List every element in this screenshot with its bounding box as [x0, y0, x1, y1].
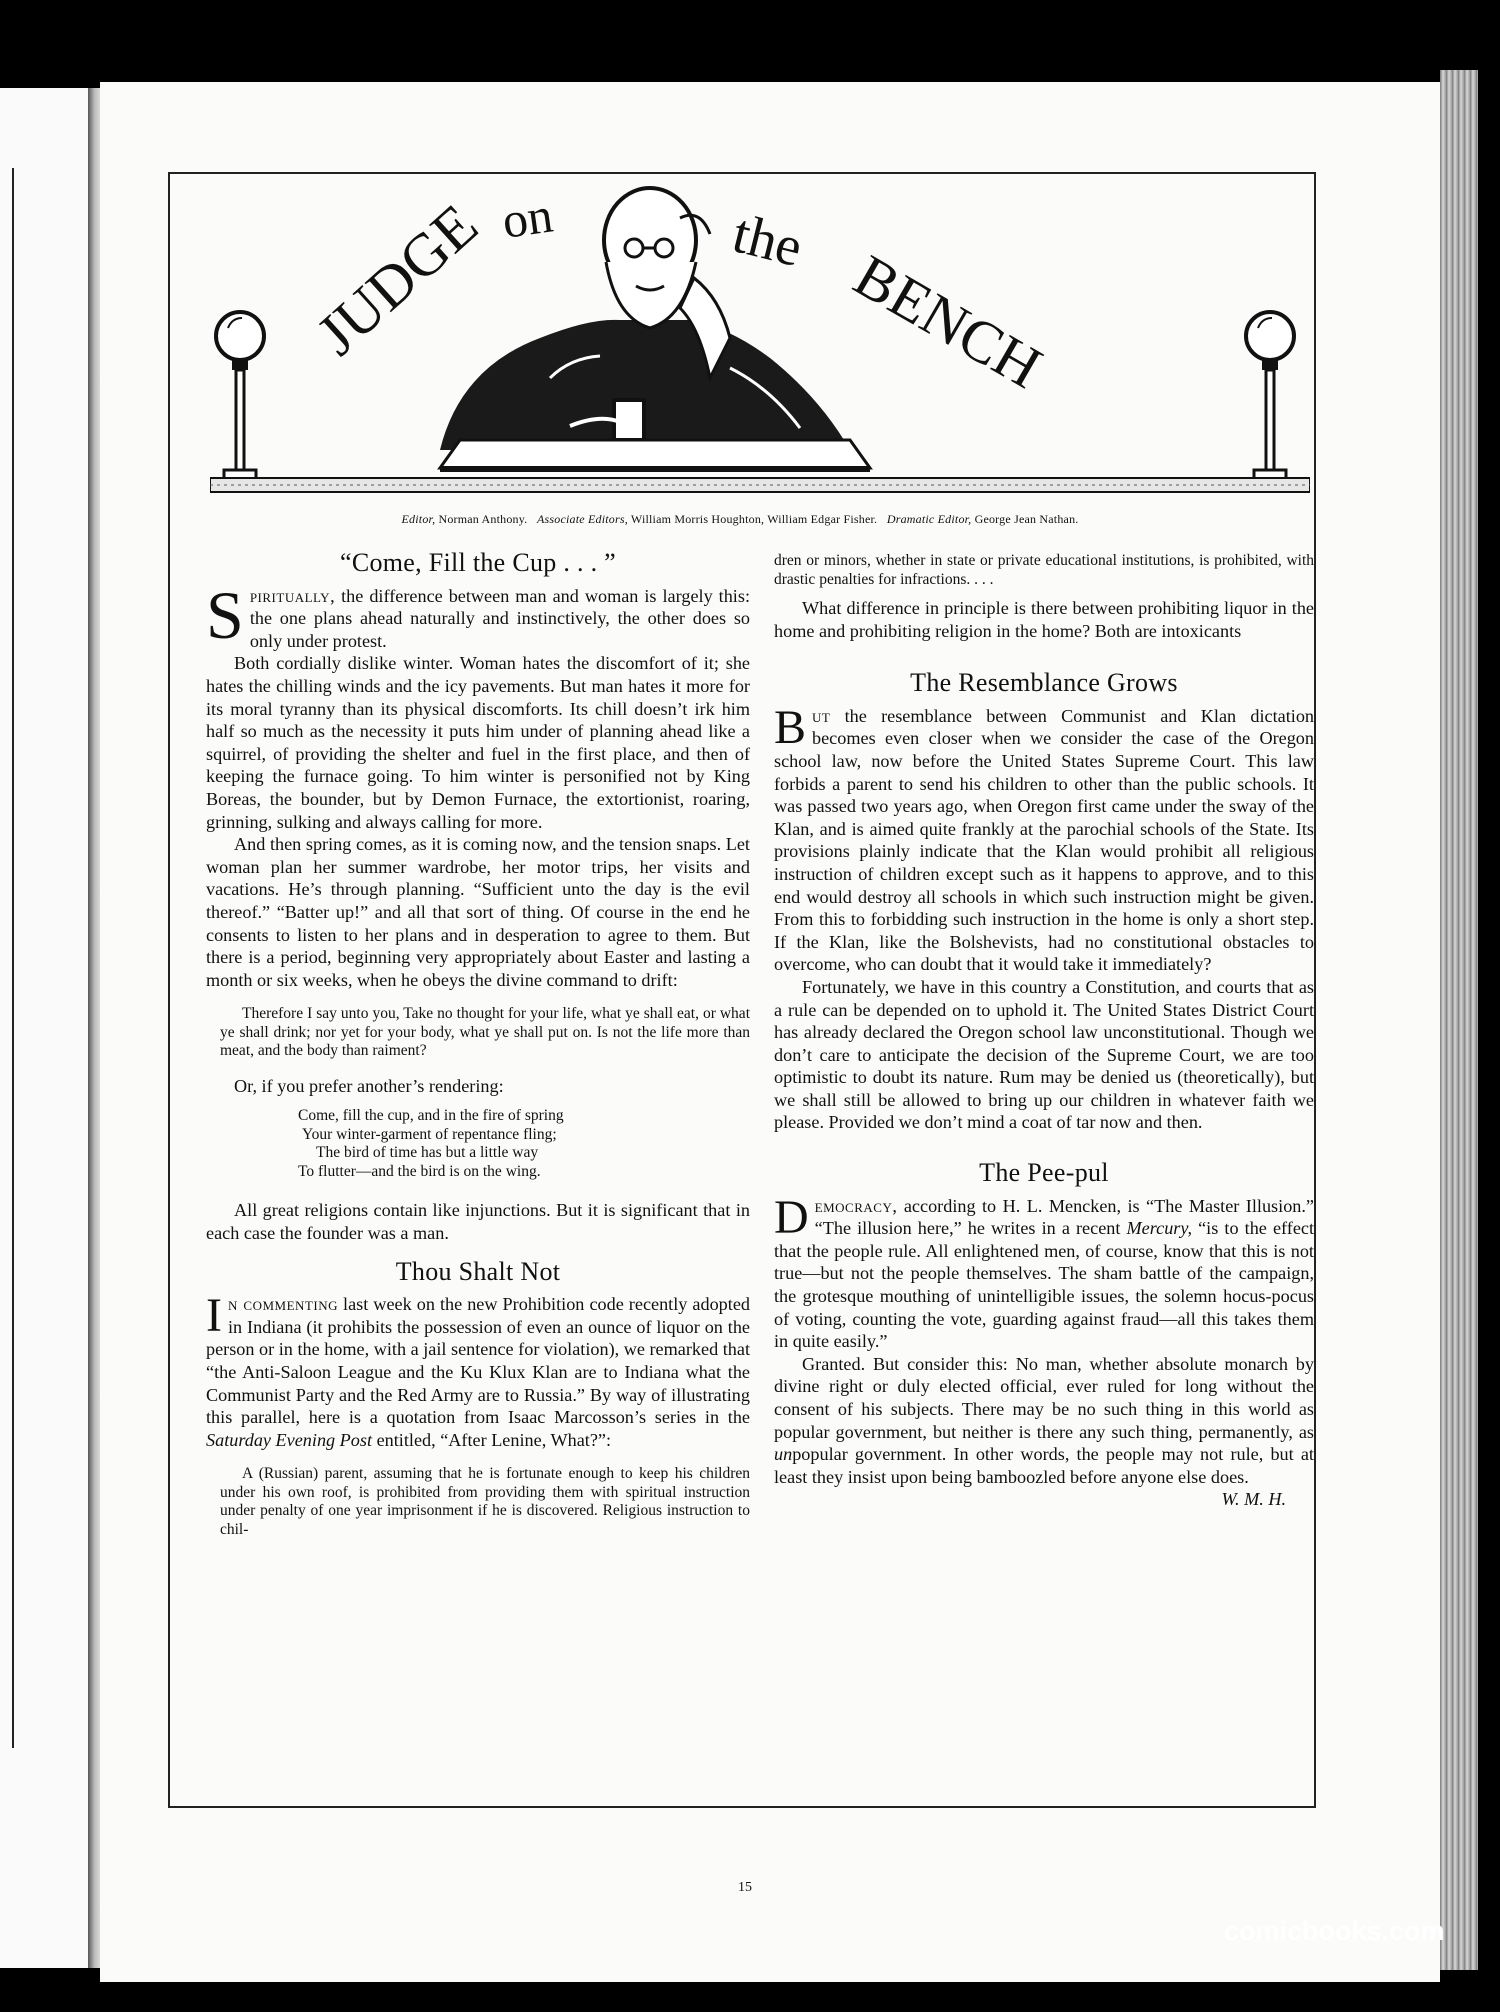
paragraph [206, 1289, 750, 1451]
masthead-illustration [210, 178, 1310, 498]
lead-in: ut [812, 705, 831, 726]
paragraph [206, 576, 750, 653]
editorial-credits [168, 512, 1312, 527]
title-word-bench: BENCH [843, 242, 1053, 401]
paragraph: Both cordially dislike winter. Woman hates the discomfort of it; she hates the chilling winds and the icy pavements. But man hates it more for its moral tyranny than its physical discomforts. Its chill doesn’t irk him half so much as the necessity it puts him under of planning ahead like a squirrel, of providing the shelter and fuel in the first place, and then of keeping the furnace going. To him winter is personified not by King Boreas, the bounder, but by Demon Furnace, the extortionist, roaring, grinning, sulking and always calling for more. [206, 653, 750, 832]
verse-line: Come, fill the cup, and in the fire of spring [298, 1107, 564, 1125]
section-title-come-fill-the-cup: “Come, Fill the Cup . . . ” [339, 548, 617, 577]
section-title-resemblance-grows: The Resemblance Grows [910, 668, 1178, 698]
bench-illustration [210, 440, 1310, 492]
paragraph-text: Granted. But consider this: No man, whether absolute monarch by divine right or duly elected official, ever ruled for long without the consent of his subjects. There may be no such thing in this world as popular government, but neither is there any such thing, permanently, as [774, 1353, 1314, 1442]
watermark: comicbooks.com [1224, 1916, 1445, 1946]
editor-name: Norman Anthony. [438, 512, 528, 526]
lead-in: n commenting [227, 1294, 338, 1315]
paragraph [774, 1353, 1314, 1510]
facing-page-margin-line [0, 168, 14, 1748]
paragraph-text: the difference between man and woman is largely this: the one plans ahead naturally and instinctively, the other does so only under protest. [249, 585, 750, 651]
lead-in: emocracy, [814, 1195, 898, 1216]
verse-block [298, 1107, 750, 1181]
paragraph-text: according to H. L. Mencken, is “The Master Illusion.” “The illusion here,” he writes in a recent [814, 1195, 1314, 1239]
page-number: 15 [738, 1880, 752, 1895]
block-quote: A (Russian) parent, assuming that he is fortunate enough to keep his children under his own roof, is prohibited from providing them with spiritual instruction under penalty of one year imprisonment if he is discovered. Religious instruction to chil- [220, 1465, 750, 1538]
paragraph: Or, if you prefer another’s rendering: [234, 1075, 504, 1096]
paragraph: All great religions contain like injunctions. But it is significant that in each case the founder was a man. [206, 1200, 750, 1243]
lead-in: piritually, [249, 585, 336, 606]
title-word-judge: JUDGE [304, 191, 490, 368]
associate-editors-names: William Morris Houghton, William Edgar Fisher. [630, 512, 878, 526]
dramatic-editor-name: George Jean Nathan. [974, 512, 1079, 526]
paragraph-text: “is to the effect that the people rule. All enlightened men, of course, know that this is not true—but not the people themselves. The sham battle of the campaign, the grotesque mouthing of unintelligible issues, the solemn hocus-pocus of voting, counting the vote, guarding against fraud—all this takes them in quite easily.” [774, 1218, 1315, 1352]
paragraph: What difference in principle is there between prohibiting liquor in the home and prohibiting religion in the home? Both are intoxicants [774, 598, 1314, 641]
section-title-thou-shalt-not: Thou Shalt Not [395, 1256, 561, 1286]
left-column [206, 548, 750, 1553]
publication-title: Saturday Evening Post [206, 1429, 373, 1450]
associate-editors-label: Associate Editors, [536, 512, 628, 526]
paragraph: And then spring comes, as it is coming now, and the tension snaps. Let woman plan her summer wardrobe, her motor trips, her visits and vacations. He’s through planning. “Sufficient unto the day is the evil thereof.” “Batter up!” and all that sort of thing. Of course in the end he consents to listen to her plans and in desperation to agree to them. But there is a period, beginning very appropriately about Easter and lasting a month or six weeks, when he obeys the divine command to drift: [206, 834, 750, 990]
title-word-the: the [726, 202, 809, 280]
paragraph-text: popular government. In other words, the people may not rule, but at least they insist upon being bamboozled before anyone else does. [774, 1444, 1314, 1487]
verse-line: The bird of time has but a little way [316, 1144, 539, 1162]
left-lamp-illustration [216, 312, 264, 484]
section-title-the-pee-pul: The Pee-pul [979, 1158, 1109, 1188]
paragraph [774, 700, 1315, 976]
paragraph: Fortunately, we have in this country a Constitution, and courts that as a rule can be depended on to uphold it. The United States District Court has already declared the Oregon school law unconstitutional. Though we don’t care to anticipate the decision of the Supreme Court, we are too optimistic to doubt its nature. Rum may be denied us (theoretically), but we shall still be allowed to bring up our children in whatever faith we please. Provided we don’t mind a coat of tar now and then. [774, 976, 1314, 1133]
paragraph [774, 1190, 1315, 1353]
paragraph-text: entitled, “After Lenine, What?”: [376, 1429, 612, 1450]
right-column [774, 552, 1314, 1511]
paragraph-text: the resemblance between Communist and Klan dictation becomes even closer when we consider the case of the Oregon school law, now before the United States Supreme Court. This law forbids a parent to send his children to other than the public schools. It was passed two years ago, when Oregon first came under the sway of the Klan, and is aimed quite frankly at the parochial schools of the State. Its provisions plainly indicate that the Klan would prohibit all religious instruction of children except such as it happens to approve, and to this end would destroy all schools in which such instruction might be given. From this to forbidding such instruction in the home is only a short step. If the Klan, like the Bolshevists, had no constitutional obstacles to overcome, who can doubt that it would take it immediately? [774, 705, 1315, 975]
right-lamp-illustration [1246, 312, 1294, 484]
editor-label: Editor, [401, 512, 436, 526]
title-word-on: on [498, 186, 557, 249]
drop-cap: I [206, 1289, 222, 1343]
block-quote: Therefore I say unto you, Take no thought for your life, what ye shall eat, or what ye shall drink; nor yet for your body, what ye shall put on. Is not the life more than meat, and the body than raiment? [220, 1005, 750, 1060]
block-quote-continued: dren or minors, whether in state or private educational institutions, is prohibited, with drastic penalties for infractions. . . . [774, 552, 1314, 588]
verse-line: Your winter-garment of repentance fling; [302, 1125, 557, 1143]
facing-page [0, 88, 100, 1968]
drop-cap: S [206, 576, 244, 653]
author-signature: W. M. H. [1221, 1489, 1286, 1510]
verse-line: To flutter—and the bird is on the wing. [298, 1162, 541, 1180]
emphasis: un [774, 1444, 793, 1465]
dramatic-editor-label: Dramatic Editor, [886, 512, 972, 526]
paragraph-text: last week on the new Prohibition code recently adopted in Indiana (it prohibits the possession of even an ounce of liquor on the person or in the home, with a jail sentence for violation), we remarked that “the Anti-Saloon League and the Ku Klux Klan are to Indiana what the Communist Party and the Red Army are to Russia.” By way of illustrating this parallel, here is a quotation from Isaac Marcosson’s series in the [206, 1294, 750, 1428]
drop-cap: B [774, 700, 807, 754]
drop-cap: D [774, 1190, 809, 1244]
page-edges [1440, 70, 1478, 1970]
publication-title: Mercury, [1126, 1218, 1193, 1239]
